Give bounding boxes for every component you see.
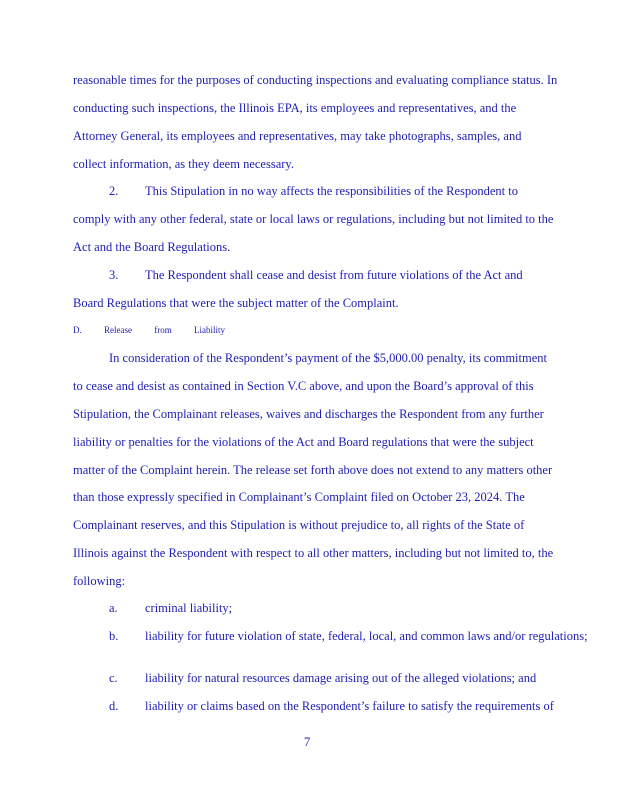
list-item: liability for future violation of state, federal, local, and common laws and/or regulations; — [145, 629, 588, 643]
heading-word: Liability — [193, 325, 225, 335]
page-number: 7 — [304, 735, 311, 749]
list-item: liability for natural resources damage arising out of the alleged violations; and — [145, 671, 537, 685]
paragraph-line: than those expressly specified in Complainant’s Complaint filed on October 23, 2024. The — [73, 490, 525, 504]
paragraph-line: Act and the Board Regulations. — [73, 240, 231, 254]
paragraph-line: matter of the Complaint herein. The release set forth above does not extend to any matters other — [73, 463, 553, 477]
paragraph-line: This Stipulation in no way affects the responsibilities of the Respondent to — [145, 184, 518, 198]
item-number: 2. — [109, 184, 119, 198]
paragraph-line: Board Regulations that were the subject matter of the Complaint. — [73, 296, 399, 310]
list-item-label: d. — [109, 699, 119, 713]
paragraph-line: to cease and desist as contained in Section V.C above, and upon the Board’s approval of this — [73, 379, 534, 393]
paragraph-line: Stipulation, the Complainant releases, waives and discharges the Respondent from any further — [73, 407, 544, 421]
item-number: 3. — [109, 268, 119, 282]
list-item-label: c. — [109, 671, 118, 685]
list-item: liability or claims based on the Respondent’s failure to satisfy the requirements of — [145, 699, 554, 713]
list-item-label: a. — [109, 601, 118, 615]
list-item-label: b. — [109, 629, 119, 643]
heading-letter: D. — [73, 325, 82, 335]
section-heading — [73, 325, 245, 335]
paragraph-line: following: — [73, 574, 126, 588]
paragraph-line: Illinois against the Respondent with respect to all other matters, including but not limited to, the — [73, 546, 554, 560]
paragraph-line: Attorney General, its employees and representatives, may take photographs, samples, and — [73, 129, 522, 143]
heading-word: from — [154, 325, 172, 335]
paragraph-line: liability or penalties for the violations of the Act and Board regulations that were the subject — [73, 435, 534, 449]
paragraph-line: comply with any other federal, state or local laws or regulations, including but not limited to the — [73, 212, 554, 226]
heading-word: Release — [104, 325, 132, 335]
paragraph-line: reasonable times for the purposes of conducting inspections and evaluating compliance status. In — [73, 73, 558, 87]
paragraph-line: The Respondent shall cease and desist from future violations of the Act and — [145, 268, 523, 282]
list-item: criminal liability; — [145, 601, 233, 615]
paragraph-line: conducting such inspections, the Illinois EPA, its employees and representatives, and the — [73, 101, 517, 115]
paragraph-line: In consideration of the Respondent’s payment of the $5,000.00 penalty, its commitment — [109, 351, 547, 365]
paragraph-line: Complainant reserves, and this Stipulation is without prejudice to, all rights of the State of — [73, 518, 525, 532]
paragraph-line: collect information, as they deem necessary. — [73, 157, 294, 171]
